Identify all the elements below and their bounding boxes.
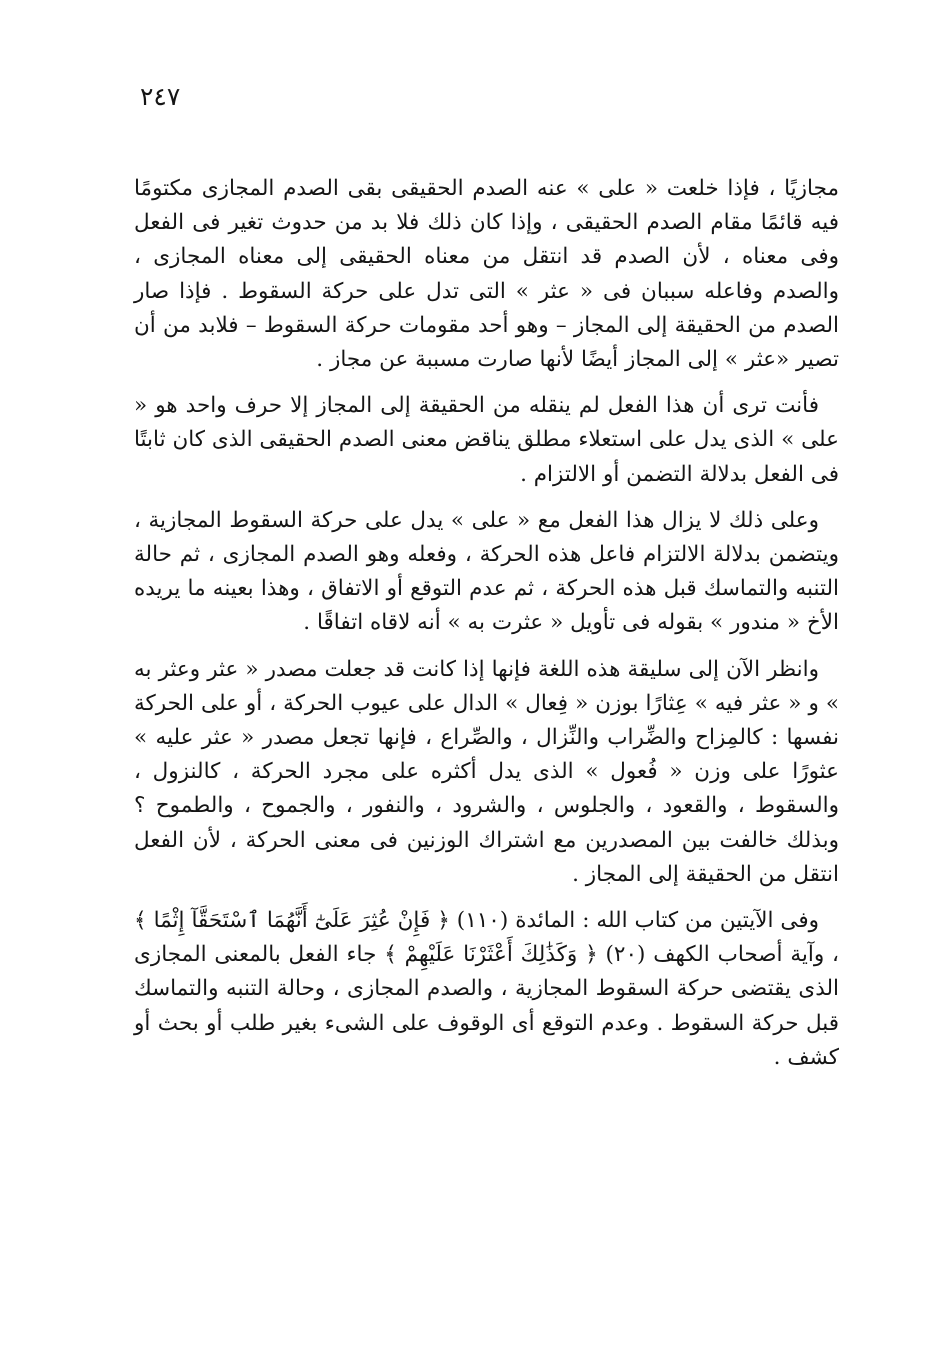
paragraph-2: فأنت ترى أن هذا الفعل لم ينقله من الحقيقة إلى المجاز إلا حرف واحد هو « على » الذى يدل على استعلاء مطلق يناقض معنى الصدم الحقيقى الذى كان ثابتًا فى الفعل بدلالة التضمن أو الالتزام . — [134, 393, 839, 487]
paragraph-5: وفى الآيتين من كتاب الله : المائدة (١١٠) ﴿ فَإِنْ عُثِرَ عَلَىٰٓ أَنَّهُمَا ٱسْتَحَقَّآ إِثْمًا ﴾ ، وآية أصحاب الكهف (٢٠) ﴿ وَكَذَٰلِكَ أَعْثَرْنَا عَلَيْهِمْ ﴾ جاء الفعل بالمعنى المجازى الذى يقتضى حركة السقوط المجازية ، والصدم المجازى ، وحالة التنبه والتماسك قبل حركة السقوط . وعدم التوقع أى الوقوف على الشىء بغير طلب أو بحث أو كشف . — [134, 908, 839, 1070]
paragraph-4: وانظر الآن إلى سليقة هذه اللغة فإنها إذا كانت قد جعلت مصدر « عثر وعثر به » و « عثر فيه » عِثارًا بوزن « فِعال » الدال على عيوب الحركة ، أو على الحركة نفسها : كالمِزاح والضِّراب والنِّزال ، والصِّراع ، فإنها تجعل مصدر « عثر عليه » عثورًا على وزن « فُعول » الذى يدل أكثره على مجرد الحركة ، كالنزول ، والسقوط ، والقعود ، والجلوس ، والشرود ، والنفور ، والجموح ، والطموح ؟ وبذلك خالفت بين المصدرين مع اشتراك الوزنين فى معنى الحركة ، لأن الفعل انتقل من الحقيقة إلى المجاز . — [134, 656, 839, 887]
page-number: ٢٤٧ — [140, 82, 181, 111]
paragraph-1: مجازيًا ، فإذا خلعت « على » عنه الصدم الحقيقى بقى الصدم المجازى مكتومًا فيه قائمًا مقام الصدم الحقيقى ، وإذا كان ذلك فلا بد من حدوث تغير فى الفعل وفى معناه ، لأن الصدم قد انتقل من معناه الحقيقى إلى معناه المجازى ، والصدم وفاعله سببان فى « عثر » التى تدل على حركة السقوط . فإذا صار الصدم من الحقيقة إلى المجاز – وهو أحد مقومات حركة السقوط – فلابد من أن تصير «عثر » إلى المجاز أيضًا لأنها صارت مسببة عن مجاز . — [134, 176, 839, 373]
body-text — [134, 172, 839, 1075]
paragraph-3: وعلى ذلك لا يزال هذا الفعل مع « على » يدل على حركة السقوط المجازية ، ويتضمن بدلالة الالتزام فاعل هذه الحركة ، وفعله وهو الصدم المجازى ، ثم حالة التنبه والتماسك قبل هذه الحركة ، ثم عدم التوقع أو الاتفاق ، وهذا بعينه ما يريده الأخ « مندور » بقوله فى تأويل « عثرت به » أنه لاقاه اتفاقًا . — [134, 507, 839, 636]
